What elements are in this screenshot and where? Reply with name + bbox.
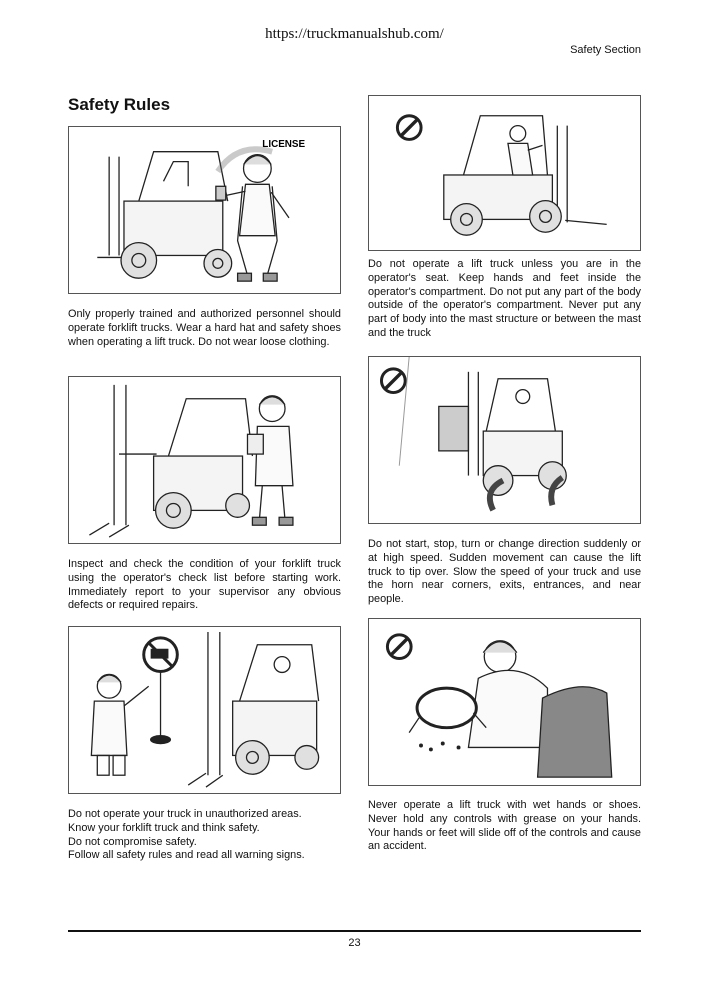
- paragraph-authorized-personnel: [68, 308, 341, 349]
- forklift-illustration: [369, 96, 640, 250]
- paragraph-wet-hands: [368, 799, 641, 854]
- forklift-illustration: [369, 357, 640, 523]
- footer-divider: [68, 930, 641, 932]
- no-forklift-sign-icon: [69, 627, 340, 793]
- paragraph-operator-seat: [368, 258, 641, 341]
- figure-inspection: [68, 376, 341, 544]
- figure-wet-hands: [368, 618, 641, 786]
- prohibition-icon: [397, 116, 421, 140]
- paragraph-line: Follow all safety rules and read all warning signs.: [68, 849, 305, 862]
- paragraph-line: Do not operate your truck in unauthorized areas.: [68, 808, 302, 820]
- license-sign-text: LICENSE: [262, 138, 306, 150]
- prohibition-icon: [381, 369, 405, 393]
- figure-unauthorized-area: [68, 626, 341, 794]
- page-title: Safety Rules: [68, 95, 171, 114]
- figure-sudden-movement: [368, 356, 641, 524]
- paragraph-sudden-movement: [368, 538, 641, 607]
- forklift-illustration: [69, 377, 340, 543]
- paragraph-text: Do not start, stop, turn or change direction suddenly or at high speed. Sudden movement can cause the lift truck to tip over. Slow the speed of your truck and use the horn near corners, exits, entrances, and near people.: [368, 538, 641, 606]
- paragraph-text: Do not operate a lift truck unless you are in the operator's seat. Keep hands and feet inside the operator's compartment. Do not put any part of the body outside of the operator's compartment. Never put any part of body into the mast structure or between the mast and the truck: [368, 258, 641, 339]
- paragraph-text: Never operate a lift truck with wet hands or shoes. Never hold any controls with grease on your hands. Your hands or feet will slide off of the controls and cause an accident.: [368, 799, 641, 853]
- paragraph-text: Inspect and check the condition of your forklift truck using the operator's check list before starting work. Immediately report to your supervisor any obvious defects or required repairs.: [68, 558, 341, 612]
- forklift-illustration: [69, 127, 340, 293]
- paragraph-inspection: [68, 558, 341, 613]
- paragraph-text: Only properly trained and authorized personnel should operate forklift trucks. Wear a hard hat and safety shoes when operating a lift truck. Do not wear loose clothing.: [68, 308, 341, 348]
- figure-operator-seat: [368, 95, 641, 251]
- figure-license-worker: [68, 126, 341, 294]
- paragraph-line: Know your forklift truck and think safety.: [68, 821, 260, 834]
- worker-illustration: [369, 619, 640, 785]
- page-number: 23: [348, 937, 361, 949]
- source-url: https://truckmanualshub.com/: [265, 26, 444, 42]
- section-label: Safety Section: [570, 44, 641, 56]
- paragraph-unauthorized-areas: [68, 808, 341, 863]
- paragraph-line: Do not compromise safety.: [68, 835, 197, 848]
- prohibition-icon: [387, 635, 411, 659]
